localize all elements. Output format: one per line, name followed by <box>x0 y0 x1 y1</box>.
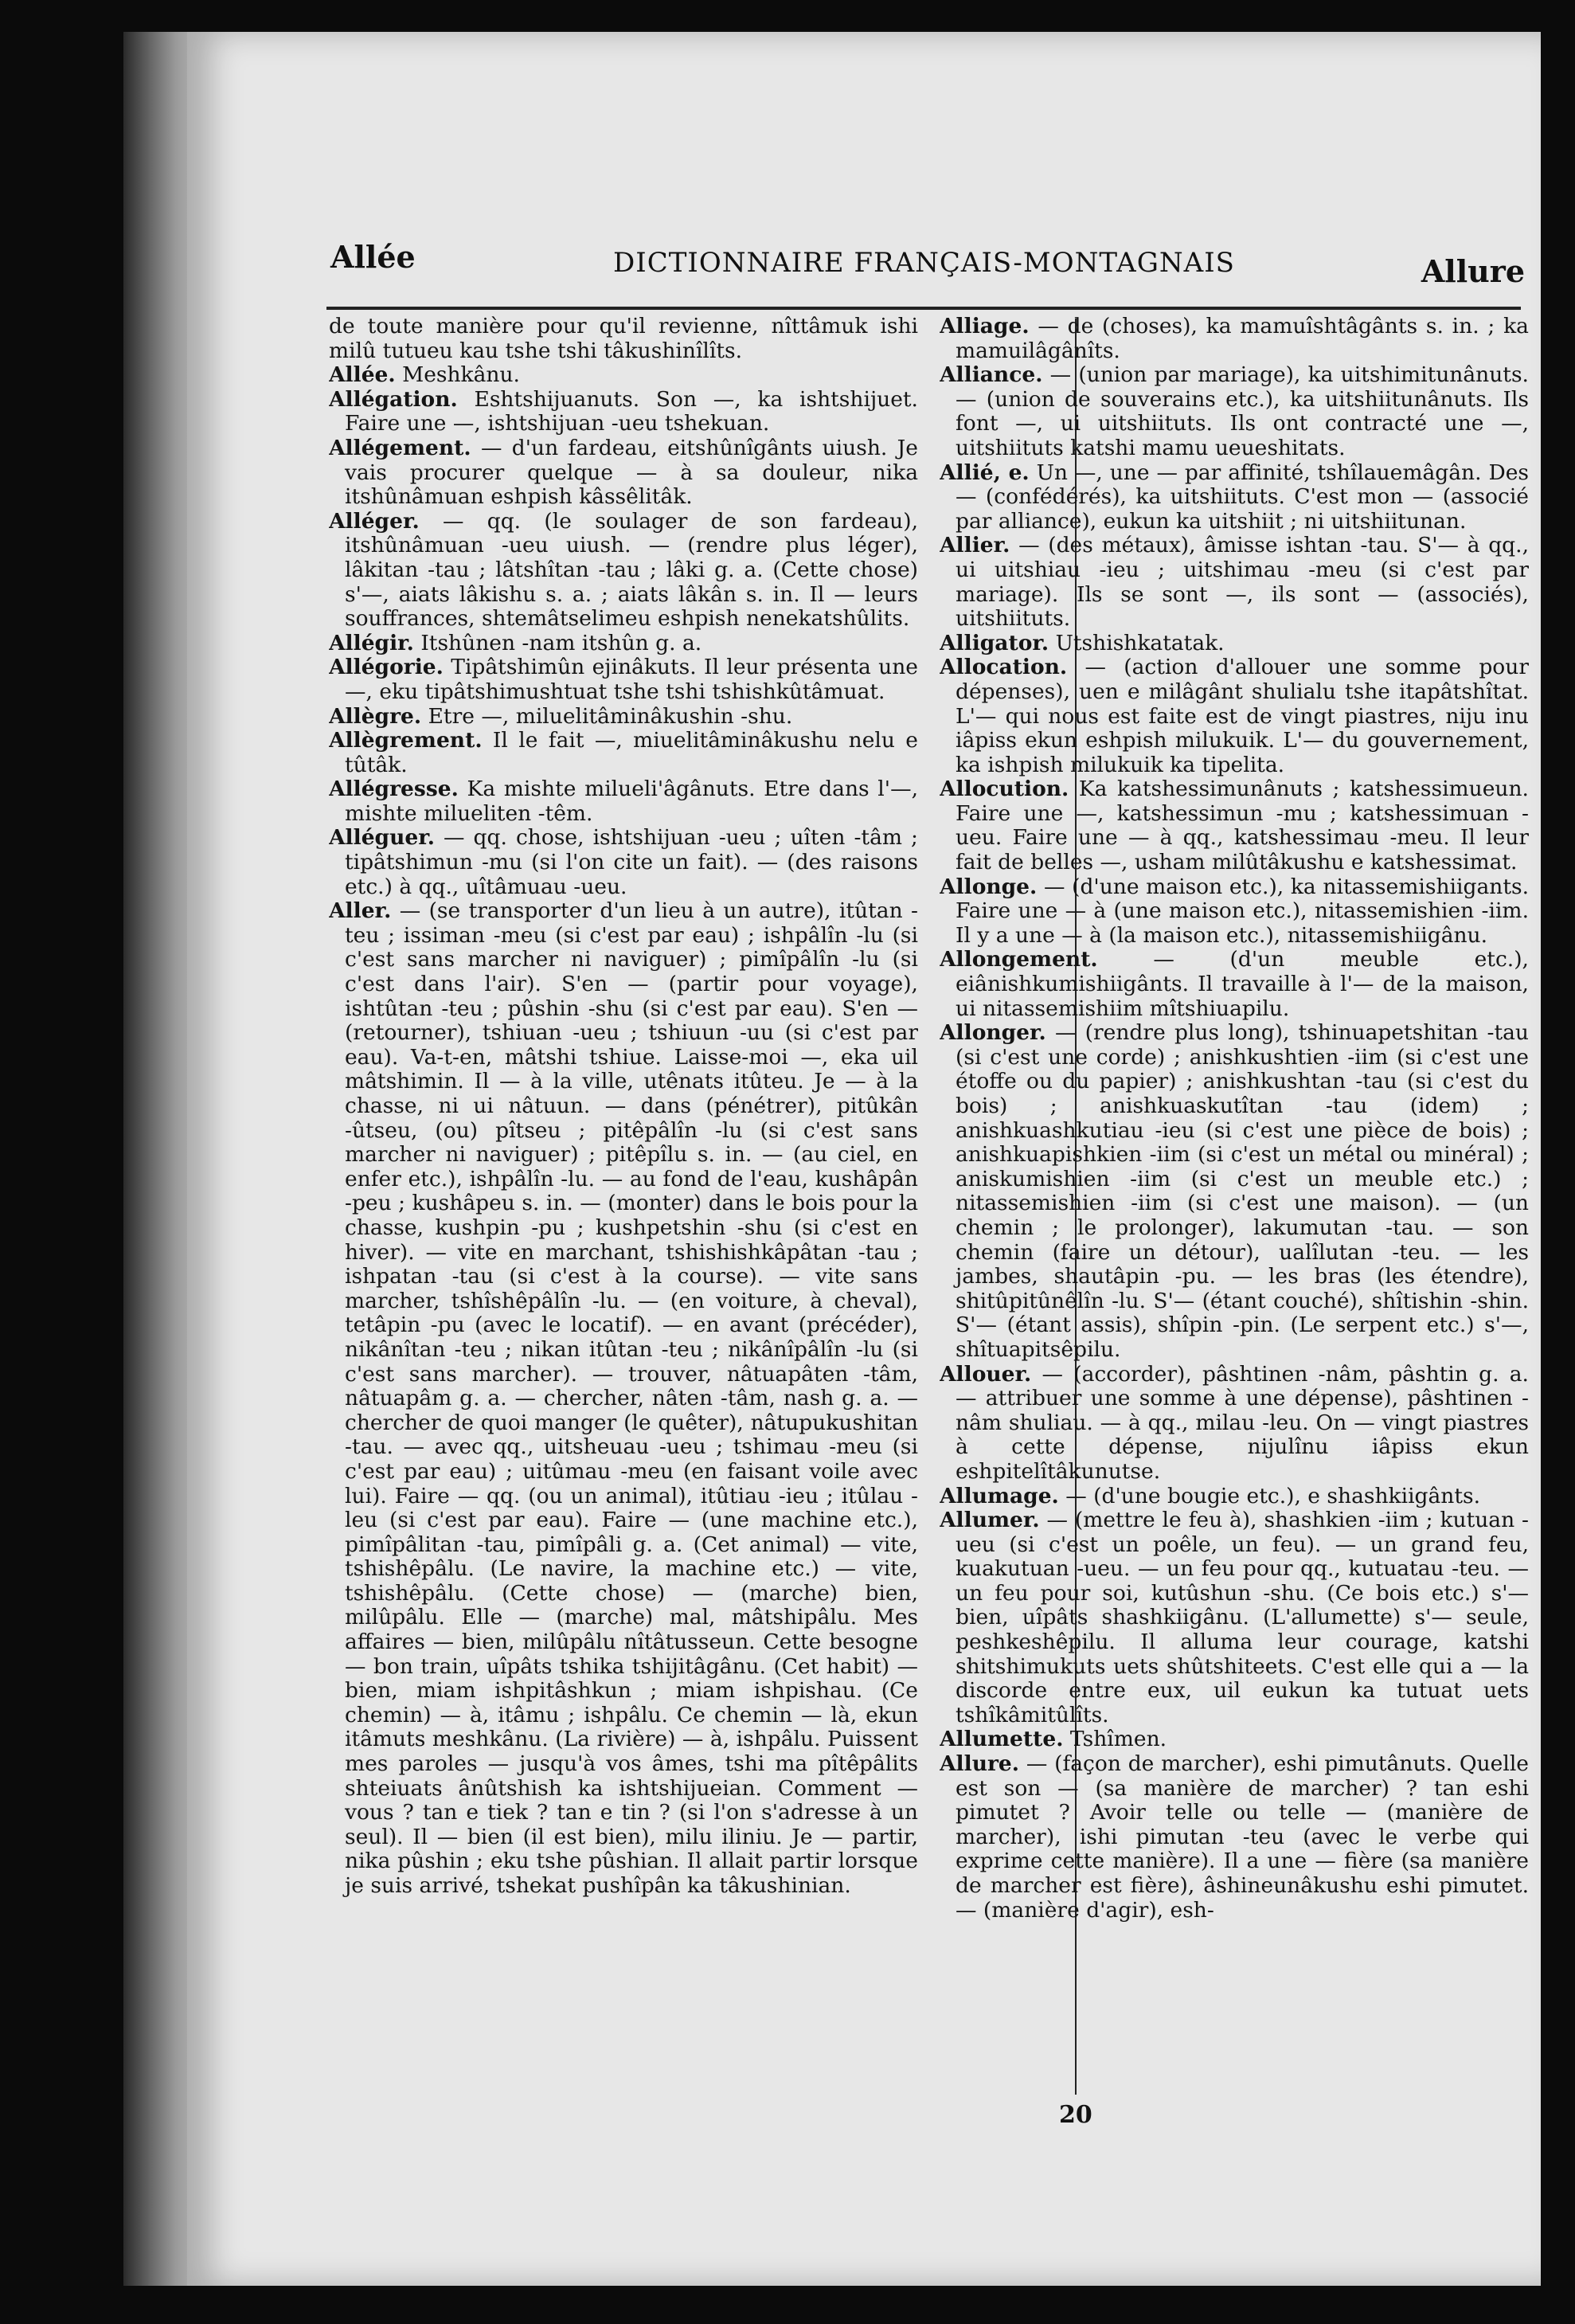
header-right-guide-word: Allure <box>1421 253 1525 289</box>
entry-text: Itshûnen -nam itshûn g. a. <box>420 630 702 655</box>
entry-headword: Allégir. <box>329 630 414 655</box>
entry-headword: Allumage. <box>940 1483 1059 1508</box>
dictionary-entry <box>329 826 918 899</box>
page-number: 20 <box>1059 2101 1092 2129</box>
dictionary-entry <box>940 1363 1529 1485</box>
entry-headword: Allouer. <box>940 1361 1032 1387</box>
dictionary-entry <box>940 1752 1529 1923</box>
entry-text: — (d'une maison etc.), ka nitassemishiigants. Faire une — à (une maison etc.), nitassemishien -iim. Il y a une — à (la maison etc.), nitassemishiigânu. <box>956 874 1529 948</box>
dictionary-entry <box>940 632 1529 656</box>
entry-text: Ka mishte milueli'âgânuts. Etre dans l'—, mishte milueliten -têm. <box>345 777 918 826</box>
entry-text: Ka katshessimunânuts ; katshessimueun. Faire une —, katshessimun -mu ; katshessimuan -ueu. Faire une — à qq., katshessimau -meu. Il leur fait de belles —, usham milûtâkushu e katshessimat. <box>956 777 1529 875</box>
entry-text: — (action d'allouer une somme pour dépenses), uen e milâgânt shulialu tshe itapâtshîtat. L'— qui nous est faite est de vingt piastres, niju inu iâpiss ekun eshpish milukuik. L'— du gouvernement, ka ishpish milukuik ka tipelita. <box>956 655 1529 777</box>
entry-text: — qq. (le soulager de son fardeau), itshûnâmuan -ueu uiush. — (rendre plus léger), lâkitan -tau ; lâtshîtan -tau ; lâki g. a. (Cette chose) s'—, aiats lâkishu s. a. ; aiats lâkân s. in. Il — leurs souffrances, shtemâtselimeu eshpish nenekatshûlits. <box>345 508 918 632</box>
dictionary-entry <box>329 388 918 436</box>
dictionary-entry <box>329 899 918 1898</box>
entry-text: — (mettre le feu à), shashkien -iim ; kutuan -ueu (si c'est un poêle, un feu). — un grand feu, kuakutuan -ueu. — un feu pour qq., kutuatau -teu. — un feu pour soi, kutûshun -shu. (Ce bois etc.) s'— bien, uîpâts shashkiigânu. (L'allumette) s'— seule, peshkeshêpilu. Il alluma leur courage, katshi shitshimukuts uets shûtshiteets. C'est elle qui a — la discorde entre eux, uil eukun ka tutuat uets tshîkâmitûlîts. <box>956 1508 1529 1727</box>
running-header <box>330 215 1525 287</box>
dictionary-entry <box>940 534 1529 631</box>
header-rule <box>326 307 1521 310</box>
entry-text: Eshtshijuanuts. Son —, ka ishtshijuet. Faire une —, ishtshijuan -ueu tshekuan. <box>345 386 918 436</box>
entry-headword: Alléger. <box>329 508 420 534</box>
dictionary-entry <box>940 363 1529 460</box>
entry-text: — (d'une bougie etc.), e shashkiigânts. <box>1065 1483 1481 1508</box>
entry-text: — (union par mariage), ka uitshimitunânuts. — (union de souverains etc.), ka uitshiitunânuts. Ils font —, ui uitshiituts. Ils ont contracté une —, uitshiituts katshi mamu ueueshitats. <box>956 362 1529 460</box>
entry-headword: Allumer. <box>940 1508 1040 1533</box>
entry-text: Meshkânu. <box>402 362 520 388</box>
dictionary-entry <box>940 948 1529 1021</box>
entry-headword: Allongement. <box>940 947 1098 972</box>
entry-headword: Allègrement. <box>329 728 483 753</box>
left-column <box>329 315 918 2107</box>
entry-text: Utshishkatatak. <box>1055 630 1225 655</box>
entry-text: — (façon de marcher), eshi pimutânuts. Quelle est son — (sa manière de marcher) ? tan eshi pimutet ? Avoir telle ou telle — (manière de marcher), ishi pimutan -teu (avec le verbe qui exprime cette manière). Il a une — fière (sa manière de marcher est fière), âshineunâkushu eshi pimutet. — (manière d'agir), esh- <box>956 1751 1529 1923</box>
dictionary-entry <box>329 777 918 826</box>
entry-text: Tipâtshimûn ejinâkuts. Il leur présenta une —, eku tipâtshimushtuat tshe tshi tshishkûtâmuat. <box>345 655 918 704</box>
dictionary-entry <box>329 632 918 656</box>
entry-text: — qq. chose, ishtshijuan -ueu ; uîten -tâm ; tipâtshimun -mu (si l'on cite un fait). — (des raisons etc.) à qq., uîtâmuau -ueu. <box>345 825 918 899</box>
dictionary-entry <box>940 875 1529 949</box>
dictionary-entry <box>329 436 918 510</box>
dictionary-entry <box>329 655 918 704</box>
dictionary-entry <box>940 1727 1529 1752</box>
entry-headword: Alligator. <box>940 630 1049 655</box>
header-title: DICTIONNAIRE FRANÇAIS-MONTAGNAIS <box>613 247 1235 279</box>
dictionary-entry <box>329 510 918 632</box>
entry-headword: Allocation. <box>940 655 1068 680</box>
entry-headword: Alliage. <box>940 315 1030 338</box>
header-left-guide-word: Allée <box>330 239 416 275</box>
dictionary-entry <box>940 1485 1529 1509</box>
entry-headword: Allégresse. <box>329 777 459 802</box>
entry-headword: Allonge. <box>940 874 1038 899</box>
dictionary-entry <box>940 655 1529 777</box>
dictionary-entry <box>329 705 918 730</box>
dictionary-entry <box>329 729 918 777</box>
entry-text: — d'un fardeau, eitshûnîgânts uiush. Je vais procurer quelque — à sa douleur, nika itshûnâmuan eshpish kâssêlitâk. <box>345 435 918 510</box>
dictionary-entry <box>940 315 1529 363</box>
entry-text: Un —, une — par affinité, tshîlauemâgân. Des — (confédérés), ka uitshiituts. C'est mon — (associé par alliance), eukun ka uitshiit ; ni uitshiitunan. <box>956 460 1529 534</box>
entry-headword: Allié, e. <box>940 460 1030 485</box>
entry-headword: Aller. <box>329 898 392 924</box>
entry-headword: Allumette. <box>940 1727 1064 1752</box>
right-column <box>940 315 1529 2107</box>
dictionary-entry <box>940 777 1529 874</box>
entry-text: — (accorder), pâshtinen -nâm, pâshtin g. a. — attribuer une somme à une dépense), pâshtinen -nâm shuliau. — à qq., milau -leu. On — vingt piastres à cette dépense, nijulînu iâpiss ekun eshpitelîtâkunutse. <box>956 1361 1529 1484</box>
dictionary-entry <box>940 1021 1529 1362</box>
entry-headword: Alléguer. <box>329 825 435 851</box>
entry-headword: Allégement. <box>329 435 471 460</box>
entry-text: — de (choses), ka mamuîshtâgânts s. in. ; ka mamuilâgânîts. <box>956 315 1529 363</box>
entry-text: Etre —, miluelitâminâkushin -shu. <box>428 703 793 729</box>
entry-headword: Allier. <box>940 533 1010 558</box>
entry-headword: Allocution. <box>940 777 1069 802</box>
dictionary-page <box>187 32 1541 2286</box>
entry-text: Tshîmen. <box>1069 1727 1167 1752</box>
entry-headword: Allégorie. <box>329 655 444 680</box>
entry-headword: Allée. <box>329 362 396 388</box>
entry-text: — (des métaux), âmisse ishtan -tau. S'— à qq., ui uitshiau -ieu ; uitshimau -meu (si c'est par mariage). Ils se sont —, ils sont — (associés), uitshiituts. <box>956 533 1529 632</box>
dictionary-entry <box>329 363 918 388</box>
entry-headword: Allègre. <box>329 703 422 729</box>
entry-headword: Alliance. <box>940 362 1043 388</box>
entry-text: — (rendre plus long), tshinuapetshitan -tau (si c'est une corde) ; anishkushtien -iim (si c'est une étoffe ou du papier) ; anishkushtan -tau (si c'est du bois) ; anishkuaskutîtan -tau (idem) ; anishkuashkutiau -ieu (si c'est une pièce de bois) ; anishkuapishkien -iim (si c'est un métal ou minéral) ; aniskumishien -iim (si c'est un meuble etc.) ; nitassemishien -iim (si c'est une maison). — (un chemin ; le prolonger), lakumutan -tau. — son chemin (faire un détour), ualîlutan -teu. — les jambes, shautâpin -pu. — les bras (les étendre), shitûpitûnêlîn -lu. S'— (étant couché), shîtishin -shin. S'— (étant assis), shîpin -pin. (Le serpent etc.) s'—, shîtuapitsêpilu. <box>956 1020 1529 1362</box>
entry-headword: Allégation. <box>329 386 458 412</box>
entry-headword: Allonger. <box>940 1020 1046 1046</box>
dictionary-entry <box>329 315 918 363</box>
entry-text: de toute manière pour qu'il revienne, nîttâmuk ishi milû tutueu kau tshe tshi tâkushinîlîts. <box>329 315 918 363</box>
entry-headword: Allure. <box>940 1751 1020 1777</box>
entry-text: Il le fait —, miuelitâminâkushu nelu e tûtâk. <box>345 728 918 777</box>
entry-text: — (d'un meuble etc.), eiânishkumishiigânts. Il travaille à l'— de la maison, ui nitassemishiim mîtshiuapilu. <box>956 947 1529 1021</box>
dictionary-entry <box>940 461 1529 534</box>
entry-text: — (se transporter d'un lieu à un autre), itûtan -teu ; issiman -meu (si c'est par eau) ; ishpâlîn -lu (si c'est sans marcher ni naviguer) ; pimîpâlîn -lu (si c'est dans l'air). S'en — (partir pour voyage), ishtûtan -teu ; pûshin -shu (si c'est par eau). S'en — (retourner), tshiuan -ueu ; tshiuun -uu (si c'est par eau). Va-t-en, mâtshi tshiue. Laisse-moi —, eka uil mâtshimin. Il — à la ville, utênats itûteu. Je — à la chasse, ni ui nâtuun. — dans (pénétrer), pitûkân -ûtseu, (ou) pîtseu ; pitêpâlîn -lu (si c'est sans marcher ni naviguer) ; pitêpîlu s. in. — (au ciel, en enfer etc.), ishpâlîn -lu. — au fond de l'eau, kushâpân -peu ; kushâpeu s. in. — (monter) dans le bois pour la chasse, kushpin -pu ; kushpetshin -shu (si c'est en hiver). — vite en marchant, tshishishkâpâtan -tau ; ishpatan -tau (si c'est à la course). — vite sans marcher, tshîshêpâlîn -lu. — (en voiture, à cheval), tetâpin -pu (avec le locatif). — en avant (précéder), nikânîtan -teu ; nikan itûtan -teu ; nikânîpâlîn -lu (si c'est sans marcher). — trouver, nâtuapâten -tâm, nâtuapâm g. a. — chercher, nâten -tâm, nash g. a. — chercher de quoi manger (le quêter), nâtupukushitan -tau. — avec qq., uitsheuau -ueu ; tshimau -meu (si c'est par eau) ; uitûmau -meu (en faisant voile avec lui). Faire — qq. (ou un animal), itûtiau -ieu ; itûlau -leu (si c'est par eau). Faire — (une machine etc.), pimîpâlitan -tau, pimîpâli g. a. (Cet animal) — vite, tshishêpâlu. (Le navire, la machine etc.) — vite, tshishêpâlu. (Cette chose) — (marche) bien, milûpâlu. Elle — (marche) mal, mâtshipâlu. Mes affaires — bien, milûpâlu nîtâtusseun. Cette besogne — bon train, uîpâts tshika tshijitâgânu. (Cet habit) — bien, miam ishpitâshkun ; miam ishpishau. (Ce chemin) — à, itâmu ; ishpâlu. Ce chemin — là, ekun itâmuts meshkânu. (La rivière) — à, ishpâlu. Puissent mes paroles — jusqu'à vos âmes, tshi ma pîtêpâlits shteiuats ânûtshish ka ishtshijueian. Comment — vous ? tan e tiek ? tan e tin ? (si l'on s'adresse à un seul). Il — bien (il est bien), milu iliniu. Je — partir, nika pûshin ; eku tshe pûshian. Il allait partir lorsque je suis arrivé, tshekat pushîpân ka tâkushinian. <box>345 898 918 1898</box>
dictionary-entry <box>940 1508 1529 1727</box>
